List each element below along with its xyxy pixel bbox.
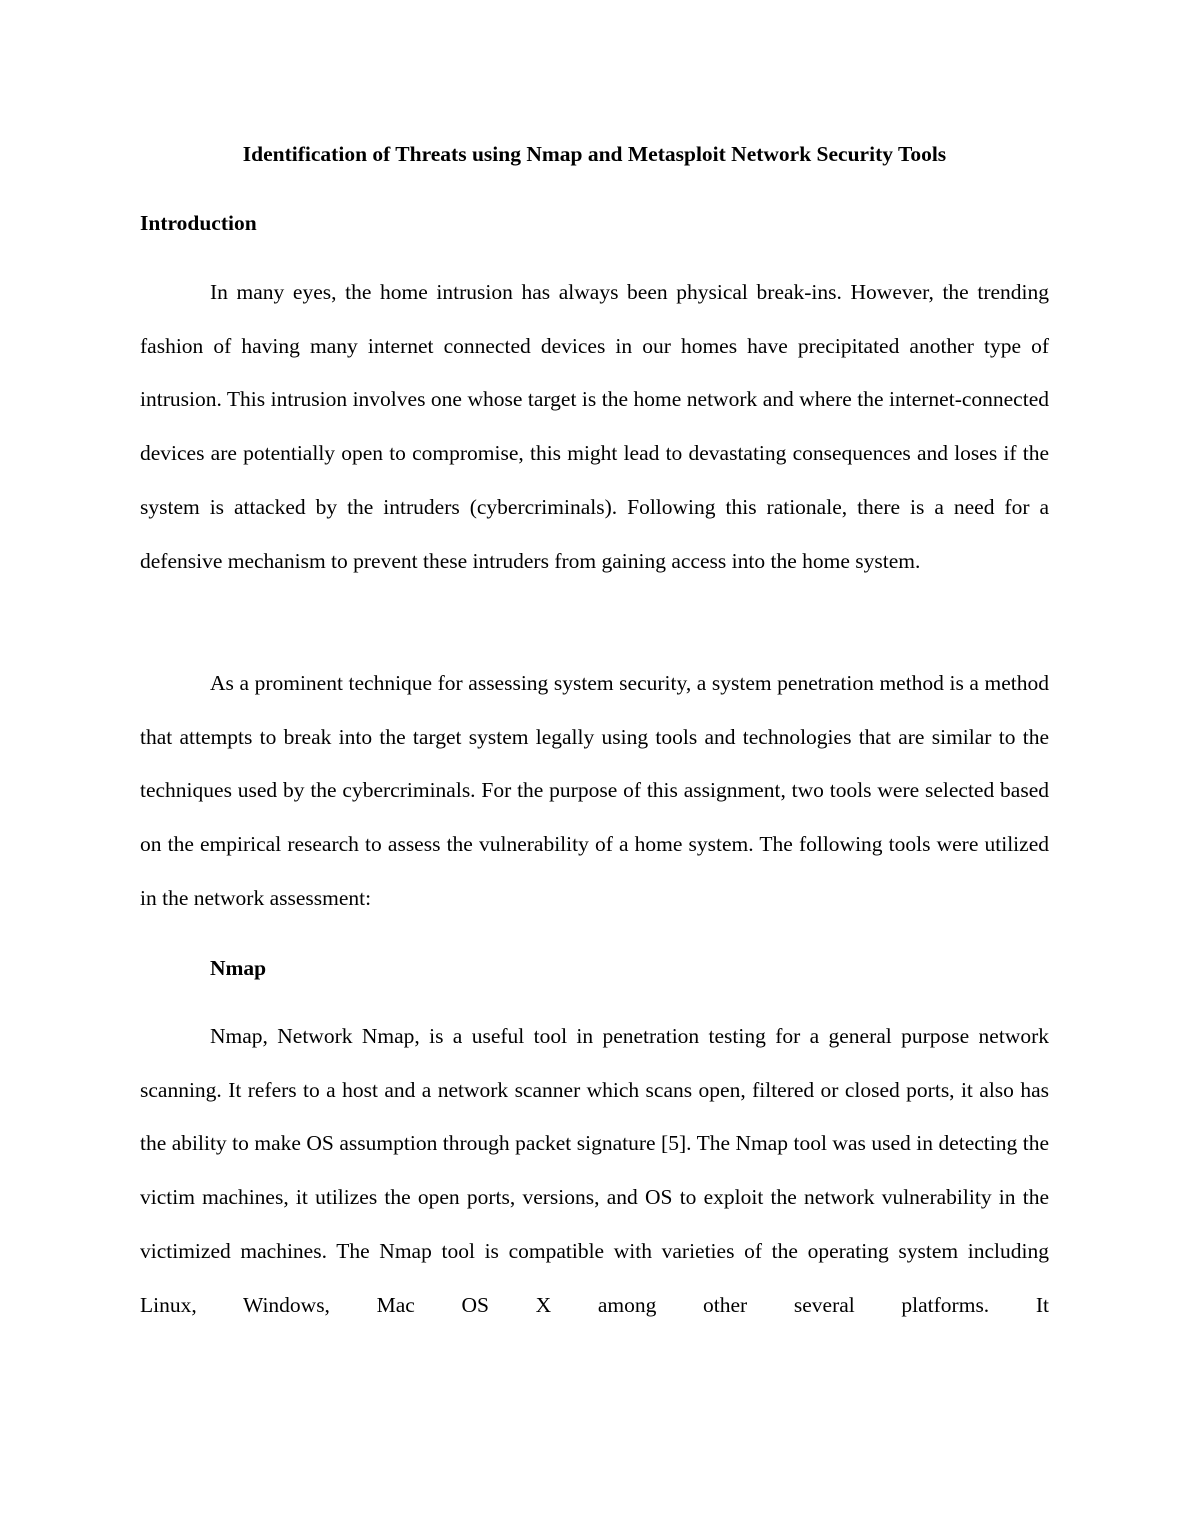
nmap-heading: Nmap: [210, 956, 267, 980]
introduction-paragraph-1: In many eyes, the home intrusion has always been physical break-ins. However, the trending fashion of having many internet connected devices in our homes have precipitated another type of intrusion. This intrusion involves one whose target is the home network and where the internet-connected devices are potentially open to compromise, this might lead to devastating consequences and loses if the system is attacked by the intruders (cybercriminals). Following this rationale, there is a need for a defensive mechanism to prevent these intruders from gaining access into the home system.: [140, 280, 1049, 573]
nmap-paragraph-1: Nmap, Network Nmap, is a useful tool in penetration testing for a general purpose network scanning. It refers to a host and a network scanner which scans open, filtered or closed ports, it also has the ability to make OS assumption through packet signature [5]. The Nmap tool was used in detecting the victim machines, it utilizes the open ports, versions, and OS to exploit the network vulnerability in the victimized machines. The Nmap tool is compatible with varieties of the operating system including Linux, Windows, Mac OS X among other several platforms. It: [140, 1024, 1049, 1317]
document-title: Identification of Threats using Nmap and Metasploit Network Security Tools: [242, 142, 947, 166]
introduction-heading: Introduction: [140, 211, 257, 235]
introduction-paragraph-2: As a prominent technique for assessing system security, a system penetration method is a method that attempts to break into the target system legally using tools and technologies that are similar to the techniques used by the cybercriminals. For the purpose of this assignment, two tools were selected based on the empirical research to assess the vulnerability of a home system. The following tools were utilized in the network assessment:: [140, 671, 1049, 910]
